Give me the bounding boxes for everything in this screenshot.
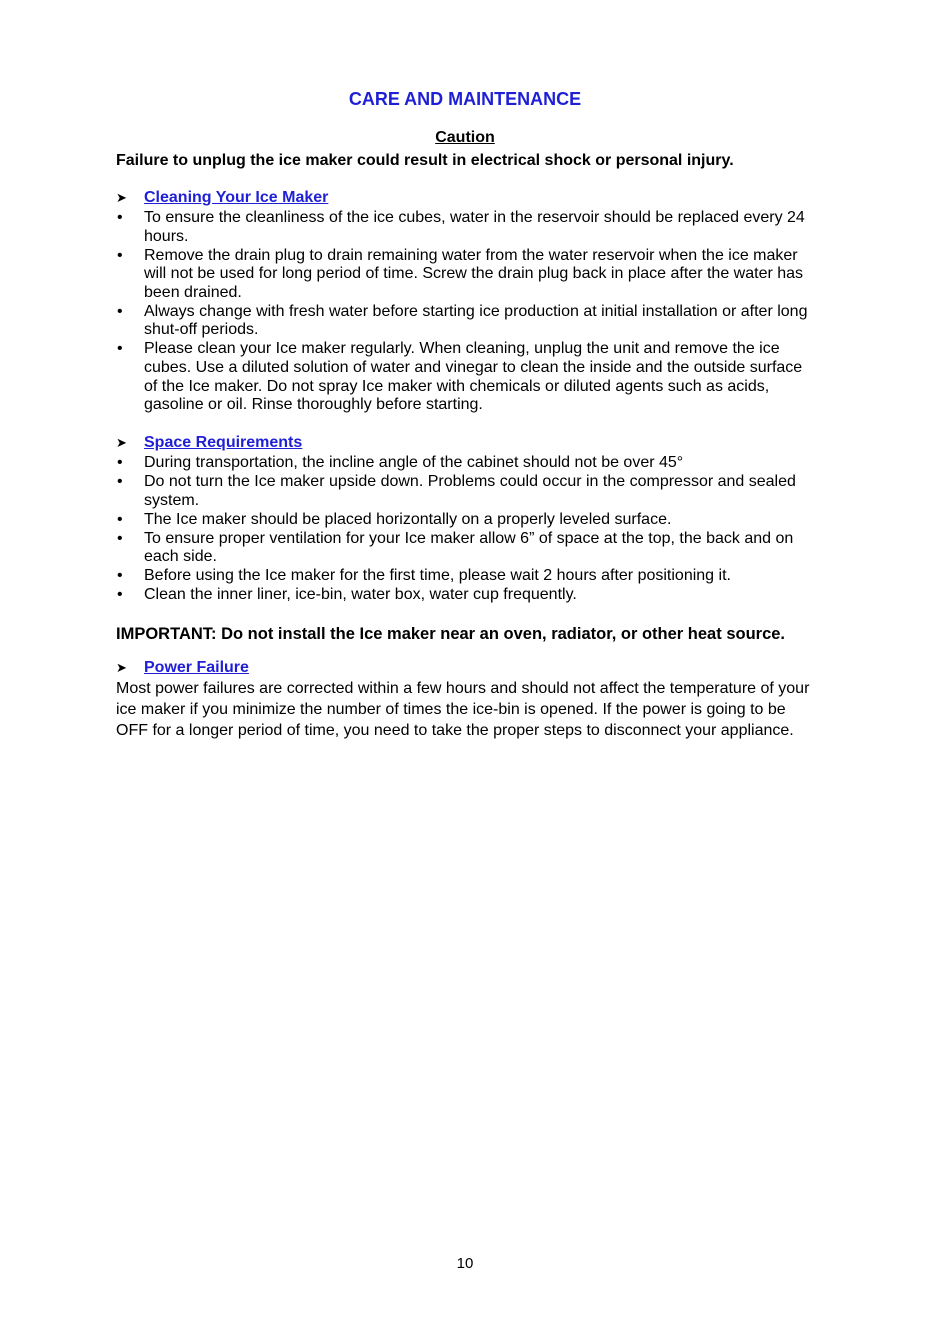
list-item: • To ensure proper ventilation for your Ice maker allow 6” of space at the top, the back and on each side. xyxy=(117,529,794,566)
arrowhead-bullet-icon: ➤ xyxy=(116,435,127,450)
dot-bullet-icon: • xyxy=(117,586,123,604)
dot-bullet-icon: • xyxy=(117,209,123,226)
page-title: CARE AND MAINTENANCE xyxy=(348,89,582,109)
important-notice: IMPORTANT: Do not install the Ice maker near an oven, radiator, or other heat source. xyxy=(116,625,786,643)
dot-bullet-icon: • xyxy=(117,510,123,528)
section-heading-label: Space Requirements xyxy=(144,434,303,451)
list-item: • Please clean your Ice maker regularly. When cleaning, unplug the unit and remove the ice cubes. Use a diluted solution of water and vinegar to clean the inside and the outside surface of the Ice maker. Do not spray Ice maker with chemicals or diluted agents such as acids, gasoline or oil. Rinse thoroughly before starting. xyxy=(117,340,803,414)
dot-bullet-icon: • xyxy=(117,529,123,547)
space-list xyxy=(116,454,818,605)
arrowhead-bullet-icon: ➤ xyxy=(116,190,127,205)
dot-bullet-icon: • xyxy=(117,302,123,320)
arrowhead-bullet-icon: ➤ xyxy=(116,660,127,675)
cleaning-list xyxy=(116,209,818,415)
list-item: • Always change with fresh water before starting ice production at initial installation or after long shut-off periods. xyxy=(117,302,808,339)
list-item: • To ensure the cleanliness of the ice cubes, water in the reservoir should be replaced every 24 hours. xyxy=(117,209,805,245)
dot-bullet-icon: • xyxy=(117,246,123,264)
list-item: • The Ice maker should be placed horizontally on a properly leveled surface. xyxy=(117,510,672,528)
section-heading-label: Power Failure xyxy=(144,659,249,676)
dot-bullet-icon: • xyxy=(117,567,123,585)
dot-bullet-icon: • xyxy=(117,340,123,358)
section-heading-power xyxy=(116,659,249,677)
list-item: • Clean the inner liner, ice-bin, water box, water cup frequently. xyxy=(117,586,577,604)
caution-heading: Caution xyxy=(435,129,495,146)
list-item: • Before using the Ice maker for the first time, please wait 2 hours after positioning it. xyxy=(117,567,731,585)
caution-warning-text: Failure to unplug the ice maker could result in electrical shock or personal injury. xyxy=(116,152,734,169)
section-heading-cleaning xyxy=(116,189,328,207)
power-failure-paragraph: Most power failures are corrected within a few hours and should not affect the temperature of your ice maker if you minimize the number of times the ice-bin is opened. If the power is going to be OFF for a longer period of time, you need to take the proper steps to disconnect your appliance. xyxy=(116,680,810,739)
section-heading-label: Cleaning Your Ice Maker xyxy=(144,189,329,206)
list-item: • Remove the drain plug to drain remaining water from the water reservoir when the ice maker will not be used for long period of time. Screw the drain plug back in place after the water has been drained. xyxy=(117,246,804,301)
list-item: • During transportation, the incline angle of the cabinet should not be over 45° xyxy=(117,454,684,471)
list-item: • Do not turn the Ice maker upside down. Problems could occur in the compressor and sealed system. xyxy=(117,472,796,509)
dot-bullet-icon: • xyxy=(117,454,123,471)
page-number: 10 xyxy=(456,1255,474,1272)
dot-bullet-icon: • xyxy=(117,472,123,490)
section-heading-space xyxy=(116,434,302,452)
